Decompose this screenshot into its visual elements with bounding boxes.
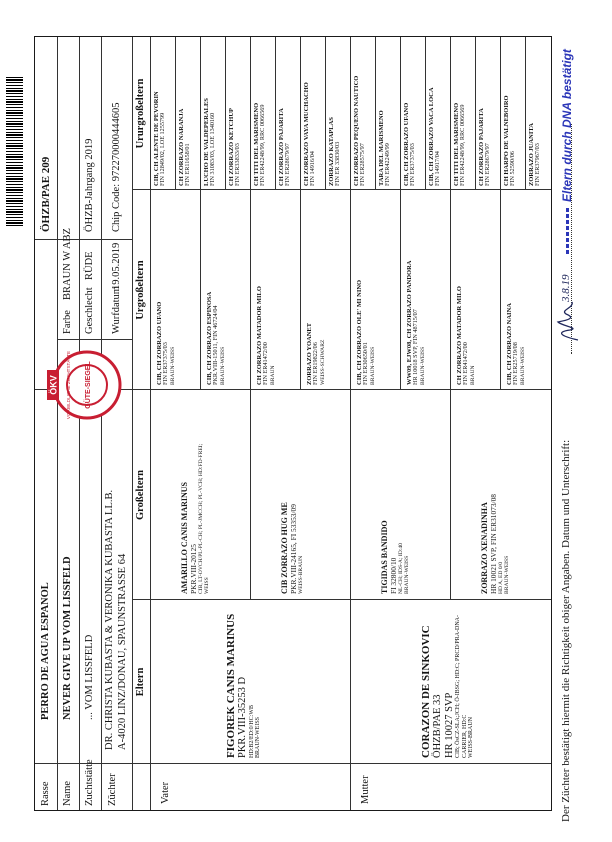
ggg-entry xyxy=(478,38,492,186)
grandparent-reg: HR 10021 SVP, FIN ER31073/08 xyxy=(488,494,498,594)
ggg-name: CH TITI DEL MARISMENO xyxy=(253,102,260,186)
row-divider xyxy=(250,37,251,600)
grandparent-name: ZORRAZO XENADINHA xyxy=(480,502,489,594)
dam-reg-2: HR 10027 SVP xyxy=(443,692,455,758)
grandparent-entry xyxy=(181,394,210,594)
great-grandparent-color: WEISS-SCHWARZ xyxy=(319,339,326,385)
great-grandparent-reg: FIN ER25719/08 xyxy=(512,342,519,385)
grandparent-health: HD A, ED 0/0 xyxy=(497,561,504,594)
ggg-name: CH ZORRAZO VAYA MUCHACHO xyxy=(303,82,310,186)
registration-number: ÖHZB/PAE 209 xyxy=(40,156,52,232)
ggg-name: CH TITI DEL MARISMENO xyxy=(453,102,460,186)
urgrosseltern-heading: Urgroßeltern xyxy=(135,260,146,320)
zuechter-label: Züchter xyxy=(107,773,118,806)
ggg-reg: FIN ER28679/97 xyxy=(284,143,291,186)
great-grandparent-name: CIB, CH ZORRAZO OLE' MI NINO xyxy=(356,279,363,385)
great-grandparent-name: CIB, CH ZORRAZO ESPINOSA xyxy=(206,291,213,385)
stamp-dashes xyxy=(566,206,569,254)
dna-stamp: Eltern durch DNA bestätigt xyxy=(560,49,574,202)
grandparent-reg: PKR.VIII-20125 xyxy=(188,544,198,594)
geschlecht-label: Geschlecht xyxy=(84,287,95,334)
row-divider xyxy=(200,37,201,390)
ggg-entry xyxy=(228,38,242,186)
ggg-entry xyxy=(303,38,317,186)
grandparent-reg: FI 32800/10 xyxy=(388,557,398,594)
grandparent-color: BRAUN-WEISS xyxy=(403,555,410,594)
label-divider xyxy=(57,339,132,340)
row-divider xyxy=(150,37,151,810)
great-grandparent-color: BRAUN-WEISS xyxy=(369,346,376,385)
column-divider xyxy=(132,389,551,390)
great-grandparent-reg: PKR.VIII-15011, FIN 46724/04 xyxy=(212,305,219,385)
ggg-entry xyxy=(453,38,467,186)
ggg-entry xyxy=(428,38,442,186)
great-grandparent-name: CIB, CH ZORRAZO NAINA xyxy=(506,303,513,385)
grandparent-name: TIGIDAS BANDIDO xyxy=(380,520,389,594)
great-grandparent-entry xyxy=(356,193,376,385)
ggg-name: TARA DEL MARISMENO xyxy=(378,110,385,186)
great-grandparent-name: WW09, EJW08, CH ZORRAZO PANDORA xyxy=(406,260,413,385)
great-grandparent-color: BRAUN-WEISS xyxy=(219,346,226,385)
row-divider xyxy=(132,37,133,810)
birth-date-value: 19.05.2019 xyxy=(111,242,122,290)
ggg-name: CH ZORRAZO KETCHUP xyxy=(228,107,235,186)
ggg-name: CH ZORRAZO PEQUENO NAUTICO xyxy=(353,75,360,186)
section-divider xyxy=(35,239,132,240)
ggg-name: CIB, CH ALENTE DE PEVORIN xyxy=(153,91,160,186)
mutter-label: Mutter xyxy=(360,775,371,804)
ggg-reg: FIN ER42248/99, RRC 0066569 xyxy=(259,104,266,186)
ggg-entry xyxy=(203,38,217,186)
grandparent-entry xyxy=(281,394,304,594)
row-divider xyxy=(500,37,501,390)
column-divider xyxy=(132,599,551,600)
great-grandparent-entry xyxy=(256,193,276,385)
ggg-reg: FIN 14916/04 xyxy=(309,151,316,186)
wurfdatum-label: Wurfdatum xyxy=(111,286,122,334)
sex-value: RÜDE xyxy=(84,251,95,280)
ggg-entry xyxy=(403,38,417,186)
great-grandparent-reg: FIN ER19822/06 xyxy=(312,342,319,385)
great-grandparent-reg: FIN ER30650/01 xyxy=(362,342,369,385)
great-grandparent-entry xyxy=(506,193,526,385)
ggg-entry xyxy=(178,38,192,186)
row-divider xyxy=(525,37,526,190)
ggg-reg: FIN ER28679/97 xyxy=(484,143,491,186)
grandparent-reg: PKR.VIII-24165, FI 53353/09 xyxy=(288,504,298,594)
grosseltern-heading: Großeltern xyxy=(135,470,146,520)
ggg-reg: FIN ER42248/99, RRC 0066569 xyxy=(459,104,466,186)
breeder-line-2: A-4020 LINZ/DONAU, SPAUNSTRASSE 64 xyxy=(117,553,128,750)
ggg-entry xyxy=(253,38,267,186)
pedigree-frame xyxy=(34,36,552,811)
sire-reg: PKR.VIII-35253 D xyxy=(237,676,248,758)
ggg-name: CH HARPO DE VALNEBOIRO xyxy=(503,95,510,186)
great-grandparent-entry xyxy=(456,193,476,385)
ggg-name: CIB, CH ZORRAZO VACA LOCA xyxy=(428,87,435,186)
quality-seal xyxy=(43,343,125,427)
vater-label: Vater xyxy=(160,781,171,804)
label-divider xyxy=(132,763,551,764)
dam-reg: ÖHZB/PAE 33 xyxy=(432,694,443,758)
barcode xyxy=(6,76,23,226)
zuchtstaette-label: Zuchtstätte xyxy=(84,759,95,806)
farbe-label: Farbe xyxy=(62,310,73,334)
ggg-entry xyxy=(328,38,342,186)
great-grandparent-entry xyxy=(156,193,176,385)
great-grandparent-color: BRAUN xyxy=(469,365,476,385)
ggg-reg: FIN 31083/03, LOE 1340160 xyxy=(209,112,216,186)
sire-name: FIGOREK CANIS MARINUS xyxy=(225,613,237,758)
ggg-entry xyxy=(278,38,292,186)
ggg-name: CH ZORRAZO PAJARITA xyxy=(278,108,285,186)
great-grandparent-reg: FIN ER41472/00 xyxy=(262,342,269,385)
kennel-value: ... VOM LISSFELD xyxy=(84,634,95,720)
great-grandparent-reg: FIN ER41472/00 xyxy=(462,342,469,385)
row-divider xyxy=(300,37,301,390)
great-grandparent-name: CH ZORRAZO MATADOR MILO xyxy=(256,286,263,385)
color-value: BRAUN W ABZ xyxy=(62,228,73,300)
ggg-reg: FIN ER42249/99 xyxy=(384,143,391,186)
great-grandparent-entry xyxy=(406,193,426,385)
row-divider xyxy=(275,37,276,190)
ururgrosseltern-heading: Ururgroßeltern xyxy=(135,78,146,149)
ggg-entry xyxy=(378,38,392,186)
seal-center-text: GÜTE-SIEGEL xyxy=(85,361,92,409)
grandparent-health: CIB, LT-OVCH/PL-PL-CH; PL-JMCCH; PL-VCH; HD:FD-FREI; xyxy=(197,443,204,594)
dam-color: WEISS-BRAUN xyxy=(468,716,475,758)
grandparent-entry xyxy=(381,394,410,594)
grandparent-color: WEISS-BRAUN xyxy=(297,555,304,594)
confirmation-text: Der Züchter bestätigt hiermit die Richtigkeit obiger Angaben. Datum und Unterschrift: xyxy=(560,439,572,822)
row-divider xyxy=(450,37,451,600)
studbook-year: ÖHZB-Jahrgang 2019 xyxy=(84,138,95,232)
row-divider xyxy=(175,37,176,190)
breeder-line-1: DR. CHRISTA KUBASTA & VERONIKA KUBASTA LL.B. xyxy=(104,489,115,750)
ggg-entry xyxy=(503,38,517,186)
name-label: Name xyxy=(62,780,73,806)
great-grandparent-color: BRAUN-WEISS xyxy=(419,346,426,385)
great-grandparent-color: BRAUN-WEISS xyxy=(519,346,526,385)
sire-dam-divider xyxy=(350,37,351,810)
seal-top-text: VORBILDLICHE ZUCHTSTÄTTE xyxy=(66,350,71,420)
sire-entry xyxy=(225,602,262,758)
row-divider xyxy=(425,37,426,190)
great-grandparent-name: ZORRAZO YOANET xyxy=(306,322,313,385)
ggg-reg: FIN 14917/04 xyxy=(434,151,441,186)
great-grandparent-reg: HR 10018 SVP, FIN 48715/07 xyxy=(412,309,419,385)
great-grandparent-color: BRAUN xyxy=(269,365,276,385)
ggg-reg: FIN ER37967/03 xyxy=(534,143,541,186)
eltern-heading: Eltern xyxy=(135,667,146,697)
ggg-name: ZORRAZO JUANITA xyxy=(528,123,535,186)
chip-code: Chip Code: 972270000444605 xyxy=(111,102,122,232)
ggg-reg: FIN 52590/06 xyxy=(509,151,516,186)
dam-health: CIB; ÖsCZ-SLA;JCH; Ö-IBSG; HD:C; PRCD/PRA-DNA-CARRIER, HD:C xyxy=(455,614,468,758)
great-grandparent-reg: FIN ER37375/03 xyxy=(162,342,169,385)
grandparent-name: CIB ZORRAZO HUG ME xyxy=(280,502,289,594)
ggg-reg: FIN ER 33830/03 xyxy=(334,141,341,186)
column-divider xyxy=(132,189,551,190)
ggg-name: CH ZORRAZO NARANJA xyxy=(178,108,185,186)
row-divider xyxy=(225,37,226,190)
dog-name-value: NEVER GIVE UP VOM LISSFELD xyxy=(62,556,73,720)
grandparent-entry xyxy=(481,394,510,594)
sire-health: HD:B2/ED:0/HC:WB xyxy=(248,704,255,758)
breed-value: PERRO DE AGUA ESPANOL xyxy=(40,582,51,720)
grandparent-name: AMARILLO CANIS MARINUS xyxy=(180,481,189,594)
ggg-name: ZORRAZO KATAPLAS xyxy=(328,117,335,186)
dam-name: CORAZON DE SINKOVIC xyxy=(420,625,432,758)
row-divider xyxy=(325,37,326,190)
grandparent-health: NL-CH; IDS-A; ID:40 xyxy=(397,543,404,594)
great-grandparent-color: BRAUN-WEISS xyxy=(169,346,176,385)
grandparent-color: BRAUN-WEISS xyxy=(503,555,510,594)
ggg-entry xyxy=(528,38,542,186)
ggg-name: LUCHO DE VALDEPERALES xyxy=(203,98,210,186)
great-grandparent-name: CIB, CH ZORRAZO UFANO xyxy=(156,301,163,385)
ggg-entry xyxy=(153,38,167,186)
signature-date: 3.8.19 xyxy=(560,274,572,302)
ggg-reg: FIN ER33833/03 xyxy=(234,143,241,186)
ggg-name: CIB, CH ZORRAZO UFANO xyxy=(403,102,410,186)
ggg-reg: FIN ER28575/97 xyxy=(359,143,366,186)
ggg-name: CH ZORRAZO PAJARITA xyxy=(478,108,485,186)
great-grandparent-entry xyxy=(206,193,226,385)
great-grandparent-name: CH ZORRAZO MATADOR MILO xyxy=(456,286,463,385)
dam-entry xyxy=(420,602,475,758)
ggg-entry xyxy=(353,38,367,186)
rasse-label: Rasse xyxy=(40,781,51,806)
ggg-reg: FIN 12849/02, LOE 1255799 xyxy=(159,112,166,186)
seal-logo: ÖKV xyxy=(48,375,59,395)
ggg-reg: FIN ER11658/01 xyxy=(184,143,191,186)
ggg-reg: FIN ER37375/03 xyxy=(409,143,416,186)
row-divider xyxy=(400,37,401,390)
great-grandparent-entry xyxy=(306,193,326,385)
row-divider xyxy=(475,37,476,190)
row-divider xyxy=(375,37,376,190)
grandparent-color: WEISS xyxy=(203,577,210,594)
sire-color: BRAUN-WEISS xyxy=(255,716,262,758)
